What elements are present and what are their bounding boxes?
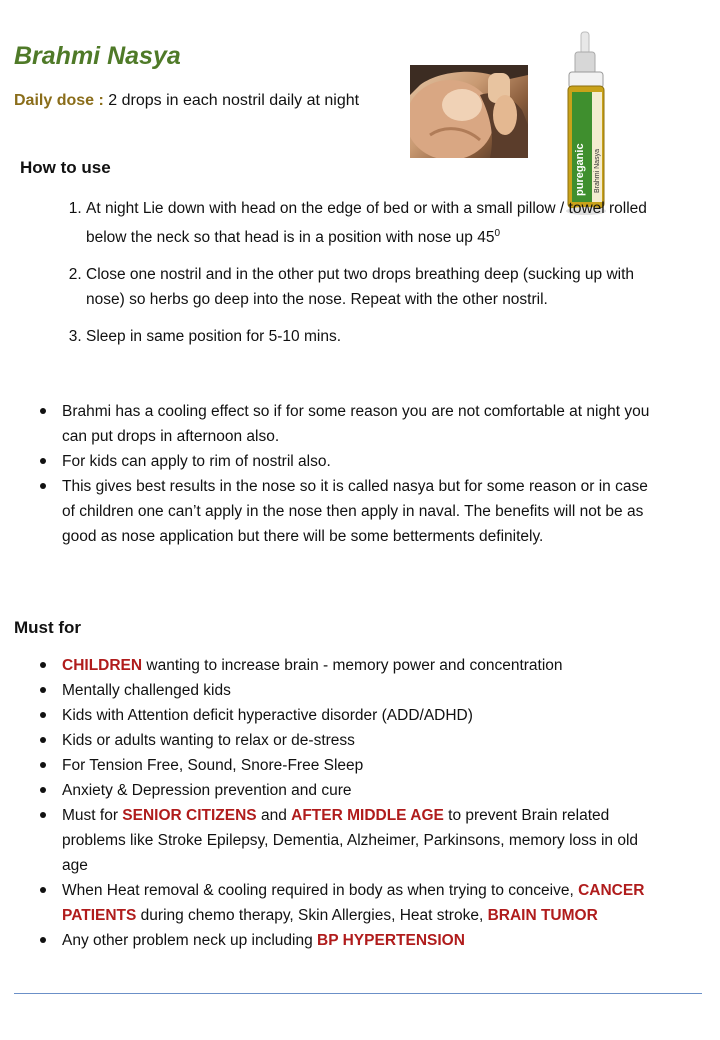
list-item-text: and bbox=[256, 807, 292, 824]
list-item-text: to prevent Brain related problems like Stroke Epilepsy, Dementia, Alzheimer, Parkinsons, memory loss in old age bbox=[62, 807, 639, 874]
usage-notes-list bbox=[14, 399, 662, 549]
list-item-text: Anxiety & Depression prevention and cure bbox=[62, 782, 352, 799]
list-item-text: Any other problem neck up including bbox=[62, 932, 318, 949]
highlight-text: AFTER MIDDLE AGE bbox=[291, 807, 444, 824]
daily-dose-label: Daily dose : bbox=[14, 92, 104, 109]
daily-dose-text: 2 drops in each nostril daily at night bbox=[103, 92, 360, 109]
highlight-text: CANCER PATIENTS bbox=[62, 882, 645, 924]
footer-divider bbox=[14, 993, 702, 994]
list-item-text: For Tension Free, Sound, Snore-Free Sleep bbox=[62, 757, 364, 774]
list-item bbox=[62, 753, 662, 778]
list-item-text: Kids with Attention deficit hyperactive disorder (ADD/ADHD) bbox=[62, 707, 473, 724]
list-item bbox=[62, 703, 662, 728]
daily-dose bbox=[14, 92, 359, 110]
list-item-text: wanting to increase brain - memory power and concentration bbox=[142, 657, 563, 674]
list-item-text: Must for bbox=[62, 807, 123, 824]
step-item: 1. At night Lie down with head on the edge of bed or with a small pillow / towel rolled below the neck so that head is in a position with nose up $45^0$ bbox=[86, 196, 656, 250]
list-item-text: Kids or adults wanting to relax or de-stress bbox=[62, 732, 355, 749]
list-item bbox=[62, 803, 662, 878]
list-item: This gives best results in the nose so it is called nasya but for some reason or in case of children one can’t apply in the nose then apply in naval. The benefits will not be as good as nose application but there will be some betterments definitely. bbox=[62, 474, 662, 549]
highlight-text: BRAIN TUMOR bbox=[487, 907, 598, 924]
list-item bbox=[62, 653, 662, 678]
highlight-text: BP HYPERTENSION bbox=[317, 932, 465, 949]
how-to-use-steps bbox=[56, 196, 656, 361]
list-item bbox=[62, 928, 662, 953]
list-item bbox=[62, 678, 662, 703]
list-item bbox=[62, 728, 662, 753]
must-for-list bbox=[14, 653, 662, 953]
highlight-text: SENIOR CITIZENS bbox=[122, 807, 257, 824]
bottle-brand-label: pureganic bbox=[574, 143, 586, 196]
list-item-text: Mentally challenged kids bbox=[62, 682, 231, 699]
list-item-text: during chemo therapy, Skin Allergies, Heat stroke, bbox=[136, 907, 488, 924]
page-title: Brahmi Nasya bbox=[14, 42, 181, 70]
nasya-application-photo bbox=[410, 65, 528, 158]
must-for-heading: Must for bbox=[14, 618, 82, 637]
list-item-text: When Heat removal & cooling required in body as when trying to conceive, bbox=[62, 882, 579, 899]
highlight-text: CHILDREN bbox=[62, 657, 143, 674]
bottle-product-label: Brahmi Nasya bbox=[594, 149, 601, 193]
list-item bbox=[62, 878, 662, 928]
list-item: For kids can apply to rim of nostril also. bbox=[62, 449, 662, 474]
list-item: Brahmi has a cooling effect so if for some reason you are not comfortable at night you can put drops in afternoon also. bbox=[62, 399, 662, 449]
step-item: 2. Close one nostril and in the other put two drops breathing deep (sucking up with nose) so herbs go deep into the nose. Repeat with the other nostril. bbox=[86, 262, 656, 312]
list-item bbox=[62, 778, 662, 803]
how-to-use-heading: How to use bbox=[20, 158, 111, 177]
step-item: 3. Sleep in same position for 5-10 mins. bbox=[86, 324, 656, 349]
product-bottle bbox=[556, 28, 616, 216]
